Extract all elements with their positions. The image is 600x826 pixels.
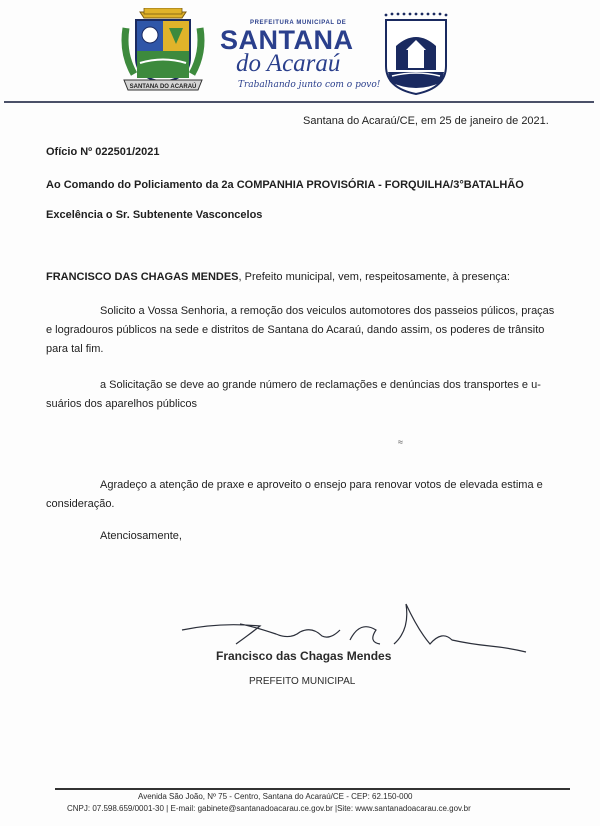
signatory-role: PREFEITO MUNICIPAL <box>249 676 356 687</box>
thanks-paragraph <box>46 476 546 514</box>
sender-name: FRANCISCO DAS CHAGAS MENDES <box>46 271 239 283</box>
brand-logo <box>220 20 380 98</box>
stray-mark: ≈ <box>398 437 403 447</box>
brand-slogan: Trabalhando junto com o povo! <box>238 80 381 90</box>
thanks-line-1: Agradeço a atenção de praxe e aproveito o ensejo para renovar votos de elevada estima e <box>100 479 543 491</box>
addressee: Ao Comando do Policiamento da 2a COMPANHIA PROVISÓRIA - FORQUILHA/3°BATALHÃO <box>46 179 524 191</box>
brand-city-main: SANTANA <box>220 25 354 55</box>
footer-contact: CNPJ: 07.598.659/0001-30 | E-mail: gabinete@santanadoacarau.ce.gov.br |Site: www.santanadoacarau.ce.gov.br <box>67 804 471 813</box>
reason-line-2: suários dos aparelhos públicos <box>46 398 198 410</box>
reason-line-1: a Solicitação se deve ao grande número de reclamações e denúncias dos transportes e u- <box>100 379 541 391</box>
coat-banner-text: SANTANA DO ACARAÚ <box>129 84 197 90</box>
closing: Atenciosamente, <box>100 530 182 542</box>
intro-paragraph <box>46 268 546 287</box>
footer-address: Avenida São João, Nº 75 - Centro, Santana do Acaraú/CE - CEP: 62.150-000 <box>138 792 413 801</box>
intro-text: , Prefeito municipal, vem, respeitosamente, à presença: <box>238 271 510 283</box>
request-line-2: e logradouros públicos na sede e distritos de Santana do Acaraú, dando assim, os poderes de trânsito <box>46 324 545 336</box>
request-line-1: Solicito a Vossa Senhoria, a remoção dos veiculos automotores dos passeios púlicos, praças <box>100 305 555 317</box>
letterhead <box>0 0 600 104</box>
signatory-name: Francisco das Chagas Mendes <box>216 649 392 663</box>
footer-divider <box>55 788 570 790</box>
thanks-line-2: consideração. <box>46 498 115 510</box>
office-number: Ofício Nº 022501/2021 <box>46 146 160 158</box>
municipal-flag-icon <box>380 10 452 96</box>
brand-institution: PREFEITURA MUNICIPAL DE <box>250 20 347 26</box>
salutation: Excelência o Sr. Subtenente Vasconcelos <box>46 209 263 221</box>
reason-paragraph <box>46 376 546 414</box>
request-paragraph <box>46 302 555 359</box>
brand-city-sub: do Acaraú <box>236 50 341 77</box>
request-line-3: para tal fim. <box>46 343 104 355</box>
header-divider <box>4 101 594 103</box>
place-date: Santana do Acaraú/CE, em 25 de janeiro de 2021. <box>303 115 549 127</box>
coat-of-arms-icon <box>116 8 210 94</box>
